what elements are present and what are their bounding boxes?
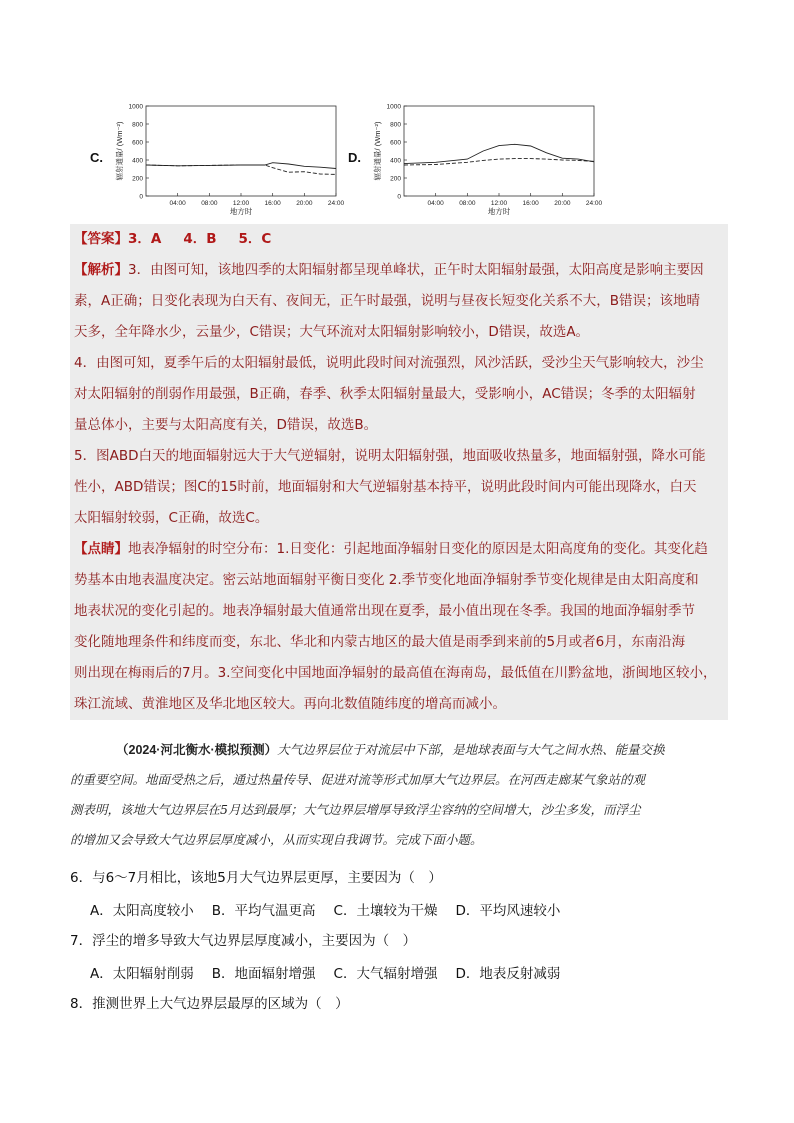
analysis-5 (70, 441, 728, 534)
question-6: 6．与6～7月相比，该地5月大气边界层更厚，主要因为（ ） (70, 870, 442, 886)
question-stem (70, 735, 728, 855)
y-tick-label: 1000 (128, 103, 143, 111)
question-8: 8．推测世界上大气边界层最厚的区域为（ ） (70, 996, 349, 1012)
answer-item: 3．A (128, 231, 162, 247)
chart-c-letter: C. (90, 150, 103, 165)
y-axis-label: 辐射通量/ (Wm⁻²) (115, 121, 124, 181)
x-axis-label: 地方时 (487, 207, 511, 216)
y-tick-label: 400 (390, 157, 401, 165)
question-6-options (90, 899, 578, 919)
x-tick-label: 04:00 (427, 200, 444, 207)
option-d[interactable]: D．地表反射减弱 (455, 966, 561, 982)
stem-text: 大气边界层位于对流层中下部，是地球表面与大气之间水热、能量交换 (277, 742, 665, 757)
option-b[interactable]: B．地面辐射增强 (211, 966, 316, 982)
option-d[interactable]: D．平均风速较小 (455, 903, 561, 919)
x-tick-label: 04:00 (169, 200, 186, 207)
analysis-3 (70, 255, 728, 348)
option-b[interactable]: B．平均气温更高 (211, 903, 316, 919)
stem-text: 的重要空间。地面受热之后，通过热量传导、促进对流等形式加厚大气边界层。在河西走廊某气象站的观 (70, 772, 646, 787)
question-7: 7．浮尘的增多导致大气边界层厚度减小，主要因为（ ） (70, 933, 417, 949)
chart-d-svg (346, 98, 606, 218)
analysis-4 (70, 348, 728, 441)
plot-frame (404, 106, 594, 196)
x-tick-label: 12:00 (490, 200, 508, 207)
series-line-dashed (404, 159, 594, 165)
stem-source: （2024·河北衡水·模拟预测） (116, 743, 278, 757)
x-tick-label: 08:00 (459, 200, 476, 207)
comment (70, 534, 728, 720)
option-a[interactable]: A．太阳辐射削弱 (90, 966, 194, 982)
chart-d-letter: D. (348, 150, 361, 165)
chart-c-svg (88, 98, 348, 218)
y-tick-label: 800 (390, 121, 401, 129)
option-a[interactable]: A．太阳高度较小 (90, 903, 194, 919)
comment-text: 变化随地理条件和纬度而变，东北、华北和内蒙古地区的最大值是雨季到来前的5月或者6月，东南沿海 (74, 634, 686, 650)
stem-text: 的增加又会导致大气边界层厚度减小，从而实现自我调节。完成下面小题。 (70, 832, 483, 847)
x-tick-label: 12:00 (232, 200, 250, 207)
x-tick-label: 16:00 (264, 200, 281, 207)
option-c[interactable]: C．大气辐射增强 (333, 966, 438, 982)
y-tick-label: 0 (139, 193, 143, 201)
series-line-solid (404, 144, 594, 163)
analysis-text: 对太阳辐射的削弱作用最强，B正确，春季、秋季太阳辐射量最大，受影响小，AC错误；冬季的太阳辐射 (74, 386, 696, 402)
comment-text: 珠江流域、黄淮地区及华北地区较大。再向北数值随纬度的增高而减小。 (74, 696, 506, 712)
analysis-text: 天多，全年降水少，云量少，C错误；大气环流对太阳辐射影响较小，D错误，故选A。 (74, 324, 590, 340)
analysis-text: 量总体小，主要与太阳高度有关，D错误，故选B。 (74, 417, 378, 433)
answer-tag: 【答案】 (74, 231, 128, 247)
analysis-text: 性小，ABD错误；图C的15时前，地面辐射和大气逆辐射基本持平，说明此段时间内可能出现降水，白天 (74, 479, 697, 495)
x-tick-label: 16:00 (522, 200, 539, 207)
analysis-text: 素，A正确；日变化表现为白天有、夜间无，正午时最强，说明与昼夜长短变化关系不大，B错误；该地晴 (74, 293, 700, 309)
option-c[interactable]: C．土壤较为干燥 (333, 903, 438, 919)
y-tick-label: 800 (132, 121, 143, 129)
y-tick-label: 600 (132, 139, 143, 147)
answer-item: 4．B (183, 231, 217, 247)
chart-d (346, 98, 606, 218)
comment-text: 则出现在梅雨后的7月。3.空间变化中国地面净辐射的最高值在海南岛，最低值在川黔盆地，浙闽地区较小， (74, 665, 717, 681)
analysis-text: 太阳辐射较弱，C正确，故选C。 (74, 510, 269, 526)
analysis-text: 3．由图可知，该地四季的太阳辐射都呈现单峰状，正午时太阳辐射最强，太阳高度是影响主要因 (128, 262, 704, 278)
question-7-options (90, 962, 578, 982)
y-axis-label: 辐射通量/ (Wm⁻²) (373, 121, 382, 181)
x-tick-label: 08:00 (201, 200, 218, 207)
chart-row (88, 98, 608, 218)
comment-tag: 【点睛】 (74, 541, 128, 557)
y-tick-label: 1000 (386, 103, 401, 111)
comment-text: 地表状况的变化引起的。地表净辐射最大值通常出现在夏季，最小值出现在冬季。我国的地面净辐射季节 (74, 603, 695, 619)
analysis-text: 4．由图可知，夏季午后的太阳辐射最低，说明此段时间对流强烈，风沙活跃，受沙尘天气影响较大，沙尘 (74, 355, 704, 371)
y-tick-label: 400 (132, 157, 143, 165)
answer-analysis-area (70, 224, 728, 720)
analysis-text: 5．图ABD白天的地面辐射远大于大气逆辐射，说明太阳辐射强，地面吸收热量多，地面辐射强，降水可能 (74, 448, 706, 464)
x-tick-label: 24:00 (327, 200, 345, 207)
series-line-solid (146, 163, 336, 169)
x-tick-label: 20:00 (554, 200, 571, 207)
analysis-tag: 【解析】 (74, 262, 128, 278)
plot-frame (146, 106, 336, 196)
y-tick-label: 200 (390, 175, 401, 183)
answer-item: 5．C (238, 231, 272, 247)
stem-text: 测表明，该地大气边界层在5月达到最厚；大气边界层增厚导致浮尘容纳的空间增大，沙尘多发，而浮尘 (70, 802, 641, 817)
x-axis-label: 地方时 (229, 207, 253, 216)
y-tick-label: 600 (390, 139, 401, 147)
x-tick-label: 24:00 (585, 200, 603, 207)
y-tick-label: 200 (132, 175, 143, 183)
comment-text: 地表净辐射的时空分布：1.日变化：引起地面净辐射日变化的原因是太阳高度角的变化。其变化趋 (128, 541, 708, 557)
comment-text: 势基本由地表温度决定。密云站地面辐射平衡日变化 2.季节变化地面净辐射季节变化规律是由太阳高度和 (74, 572, 699, 588)
chart-c (88, 98, 348, 218)
x-tick-label: 20:00 (296, 200, 313, 207)
y-tick-label: 0 (397, 193, 401, 201)
answer-line (70, 224, 728, 255)
